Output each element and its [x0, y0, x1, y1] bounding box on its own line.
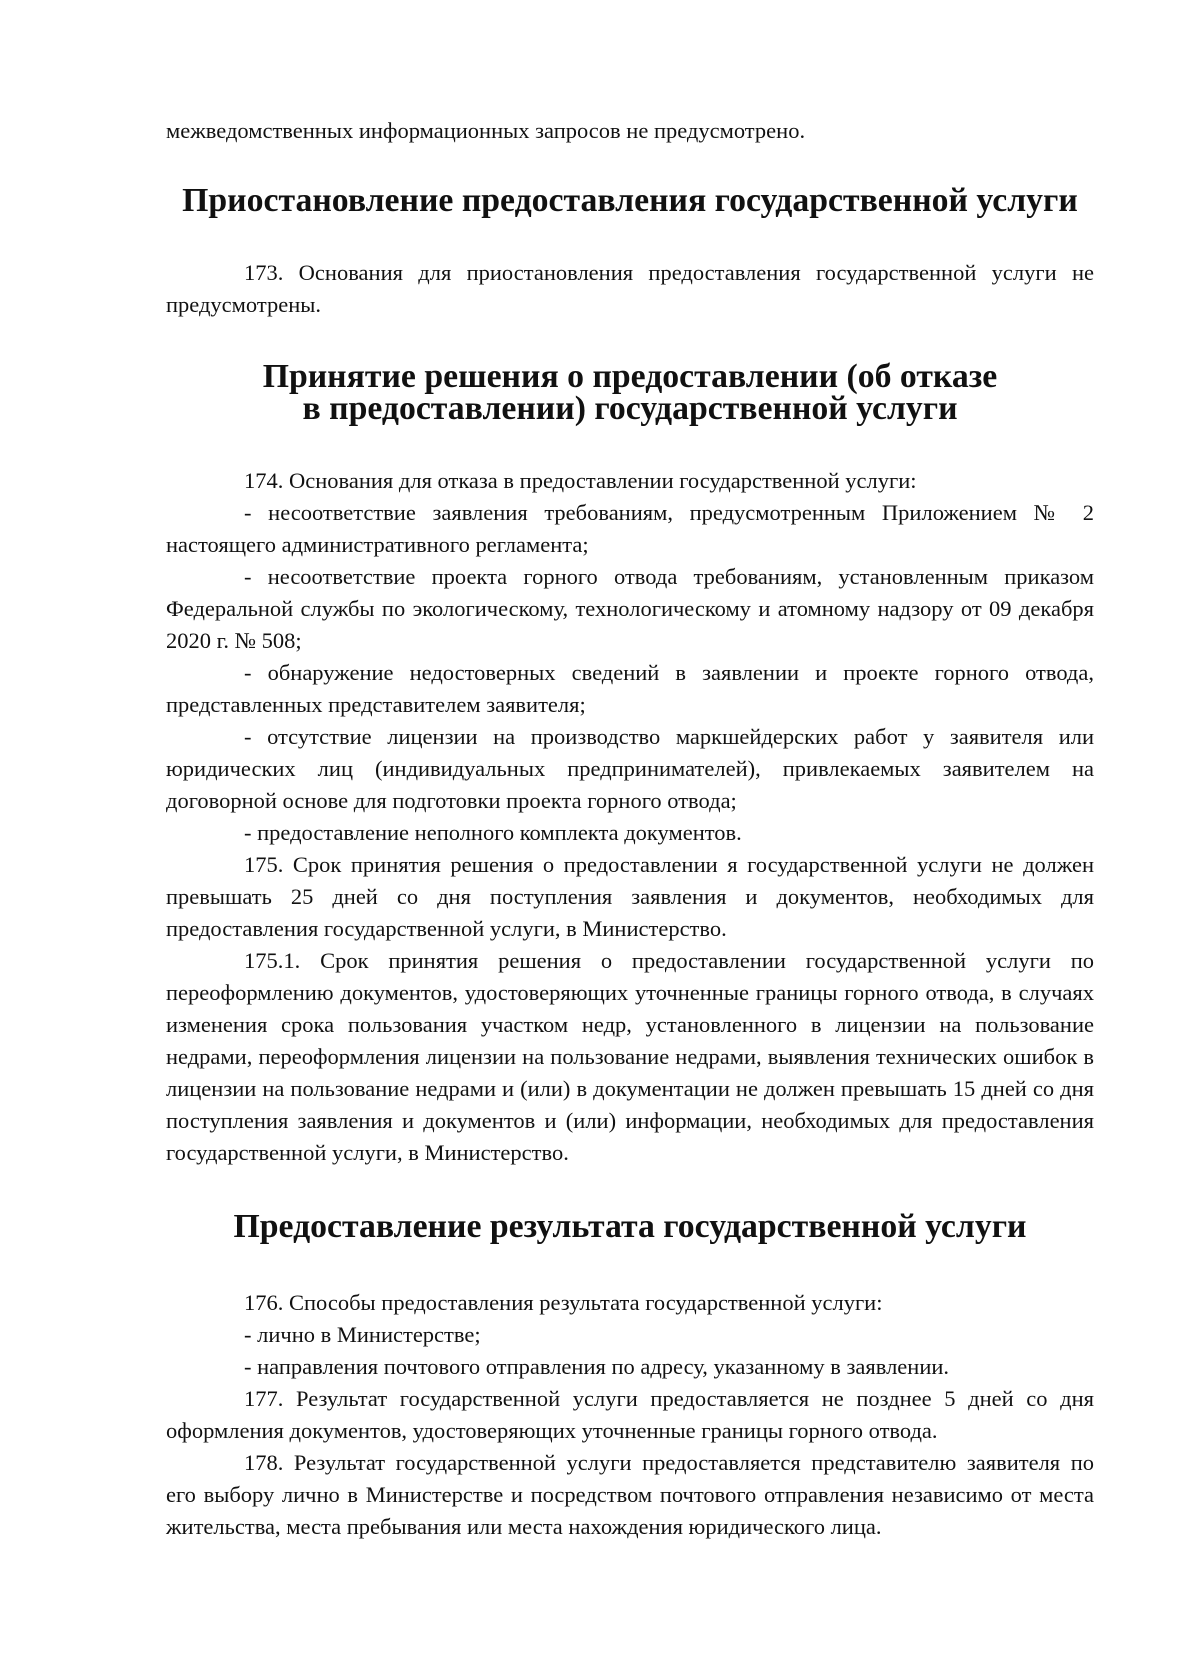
paragraph-174: 174. Основания для отказа в предоставлении государственной услуги:: [244, 468, 917, 493]
paragraph-178: 178. Результат государственной услуги предоставляется представителю заявителя по его выбору лично в Министерстве и посредством почтового отправления независимо от места жительства, места пребывания или места нахождения юридического лица.: [166, 1450, 1094, 1539]
paragraph-176: 176. Способы предоставления результата государственной услуги:: [244, 1290, 883, 1315]
paragraph-176-item: - направления почтового отправления по адресу, указанному в заявлении.: [244, 1354, 950, 1379]
paragraph-174-item: - предоставление неполного комплекта документов.: [244, 820, 742, 845]
paragraph-173: 173. Основания для приостановления предоставления государственной услуги не предусмотрены.: [166, 260, 1094, 317]
document-body: [166, 115, 1094, 1543]
paragraph-175-1: 175.1. Срок принятия решения о предоставлении государственной услуги по переоформлению документов, удостоверяющих уточненные границы горного отвода, в случаях изменения срока пользования участком недр, установленного в лицензии на пользование недрами, переоформления лицензии на пользование недрами, выявления технических ошибок в лицензии на пользование недрами и (или) в документации не должен превышать 15 дней со дня поступления заявления и документов и (или) информации, необходимых для предоставления государственной услуги, в Министерство.: [166, 948, 1094, 1165]
intro-paragraph: межведомственных информационных запросов не предусмотрено.: [166, 118, 806, 143]
paragraph-175: 175. Срок принятия решения о предоставлении я государственной услуги не должен превышать 25 дней со дня поступления заявления и документов, необходимых для предоставления государственной услуги, в Министерство.: [166, 852, 1094, 941]
heading-result: [166, 1208, 1094, 1245]
paragraph-174-item: - несоответствие заявления требованиям, предусмотренным Приложением № 2 настоящего административного регламента;: [166, 500, 1094, 557]
heading-suspension: [166, 182, 1094, 219]
paragraph-174-item: - обнаружение недостоверных сведений в заявлении и проекте горного отвода, представленных представителем заявителя;: [166, 660, 1094, 717]
paragraph-176-item: - лично в Министерстве;: [244, 1322, 481, 1347]
heading-result-text: Предоставление результата государственной услуги: [233, 1208, 1027, 1245]
paragraph-174-item: - несоответствие проекта горного отвода требованиям, установленным приказом Федеральной службы по экологическому, технологическому и атомному надзору от 09 декабря 2020 г. № 508;: [166, 564, 1094, 653]
paragraph-177: 177. Результат государственной услуги предоставляется не позднее 5 дней со дня оформления документов, удостоверяющих уточненные границы горного отвода.: [166, 1386, 1094, 1443]
heading-decision: [166, 358, 1094, 427]
paragraph-174-item: - отсутствие лицензии на производство маркшейдерских работ у заявителя или юридических лиц (индивидуальных предпринимателей), привлекаемых заявителем на договорной основе для подготовки проекта горного отвода;: [166, 724, 1094, 813]
heading-decision-line-1: Принятие решения о предоставлении (об отказе: [262, 358, 998, 395]
heading-decision-line-2: в предоставлении) государственной услуги: [302, 390, 958, 427]
heading-suspension-text: Приостановление предоставления государственной услуги: [182, 182, 1078, 219]
